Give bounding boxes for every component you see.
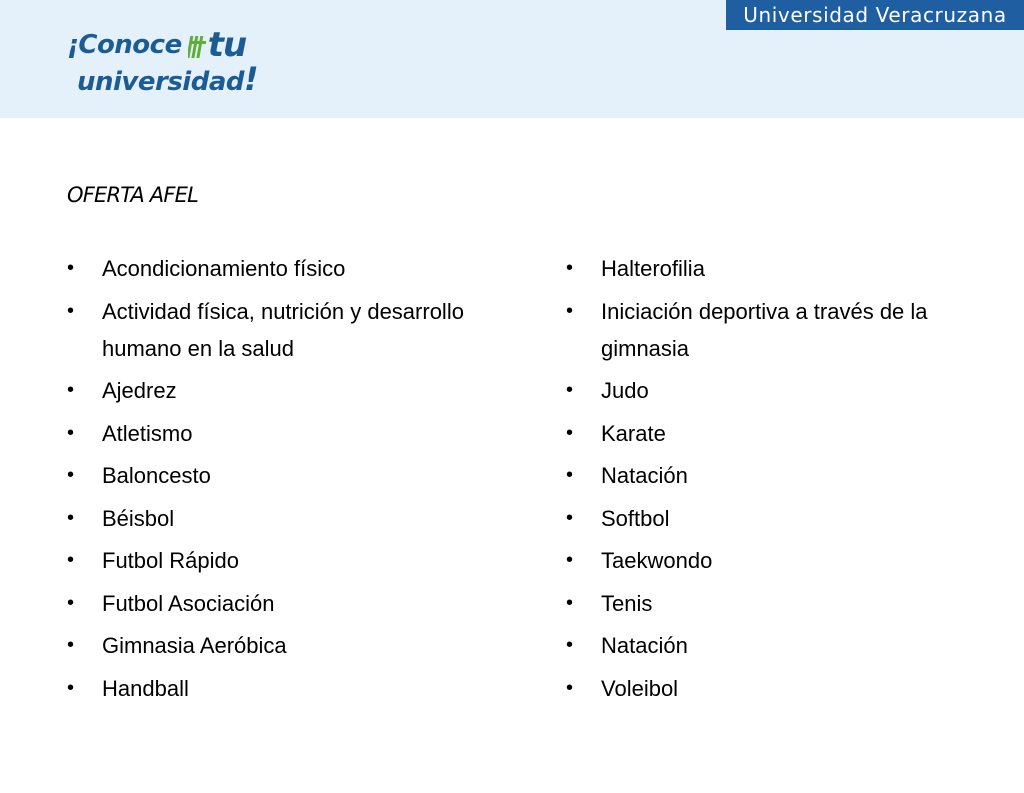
list-item bbox=[566, 542, 956, 579]
list-item-label: Tenis bbox=[601, 590, 653, 616]
list-item bbox=[566, 670, 956, 707]
list-item bbox=[566, 250, 956, 287]
list-item bbox=[67, 627, 507, 664]
logo-text-exclamation: ! bbox=[244, 60, 259, 98]
list-item bbox=[566, 415, 956, 452]
bullet-icon: • bbox=[566, 549, 574, 571]
logo-line-2 bbox=[77, 60, 258, 98]
list-item bbox=[67, 415, 507, 452]
list-item-label: Acondicionamiento físico bbox=[102, 256, 346, 281]
logo-text-conoce: ¡Conoce bbox=[67, 30, 182, 60]
logo-text-universidad: universidad bbox=[77, 67, 244, 97]
list-item bbox=[67, 457, 507, 494]
list-item-label: Futbol Rápido bbox=[102, 548, 239, 573]
left-activity-list bbox=[67, 250, 507, 712]
list-item-label: Voleibol bbox=[601, 675, 679, 701]
list-item-label: Natación bbox=[601, 463, 688, 488]
list-item-label: Actividad física, nutrición y desarrollo humano en la salud bbox=[102, 298, 464, 361]
bullet-icon: • bbox=[67, 299, 75, 322]
list-item bbox=[67, 585, 507, 622]
list-item-label: Atletismo bbox=[102, 420, 193, 446]
list-item-label: Iniciación deportiva a través de la gimnasia bbox=[601, 298, 928, 361]
list-item-label: Judo bbox=[601, 378, 649, 403]
logo-line-1 bbox=[67, 24, 247, 65]
logo-text-tu: tu bbox=[207, 25, 247, 65]
bullet-icon: • bbox=[566, 421, 574, 444]
list-item bbox=[67, 293, 507, 367]
right-activity-list bbox=[566, 250, 956, 712]
list-item-label: Futbol Asociación bbox=[102, 590, 275, 616]
bullet-icon: • bbox=[67, 421, 75, 444]
bullet-icon: • bbox=[67, 676, 75, 699]
bullet-icon: • bbox=[67, 379, 75, 401]
list-item-label: Halterofilia bbox=[601, 256, 705, 281]
bullet-icon: • bbox=[566, 591, 574, 614]
bullet-icon: • bbox=[566, 634, 574, 656]
bullet-icon: • bbox=[67, 464, 75, 486]
university-brand-tab: Universidad Veracruzana bbox=[726, 0, 1024, 30]
bullet-icon: • bbox=[67, 591, 75, 614]
list-item-label: Ajedrez bbox=[102, 378, 177, 403]
bullet-icon: • bbox=[566, 464, 574, 486]
bullet-icon: • bbox=[67, 257, 75, 279]
list-item bbox=[566, 293, 956, 367]
list-item bbox=[67, 500, 507, 537]
list-item-label: Béisbol bbox=[102, 505, 175, 531]
conoce-tu-universidad-logo bbox=[67, 24, 267, 98]
list-item-label: Karate bbox=[601, 420, 666, 446]
list-item bbox=[566, 627, 956, 664]
bullet-icon: • bbox=[566, 676, 574, 699]
bullet-icon: • bbox=[566, 299, 574, 322]
list-item-label: Gimnasia Aeróbica bbox=[102, 633, 287, 658]
list-item bbox=[566, 457, 956, 494]
list-item bbox=[67, 542, 507, 579]
list-item-label: Taekwondo bbox=[601, 548, 713, 573]
list-item-label: Handball bbox=[102, 675, 189, 701]
bullet-icon: • bbox=[566, 257, 574, 279]
list-item bbox=[566, 372, 956, 409]
list-item-label: Natación bbox=[601, 633, 688, 658]
bullet-icon: • bbox=[67, 506, 75, 529]
logo-stripes-icon bbox=[188, 32, 208, 60]
list-item bbox=[67, 670, 507, 707]
list-item bbox=[566, 585, 956, 622]
list-item-label: Baloncesto bbox=[102, 463, 211, 488]
bullet-icon: • bbox=[67, 634, 75, 656]
section-title: OFERTA AFEL bbox=[67, 183, 199, 207]
bullet-icon: • bbox=[566, 379, 574, 401]
list-item bbox=[566, 500, 956, 537]
bullet-icon: • bbox=[566, 506, 574, 529]
list-item bbox=[67, 250, 507, 287]
list-item-label: Softbol bbox=[601, 505, 670, 531]
bullet-icon: • bbox=[67, 549, 75, 571]
list-item bbox=[67, 372, 507, 409]
